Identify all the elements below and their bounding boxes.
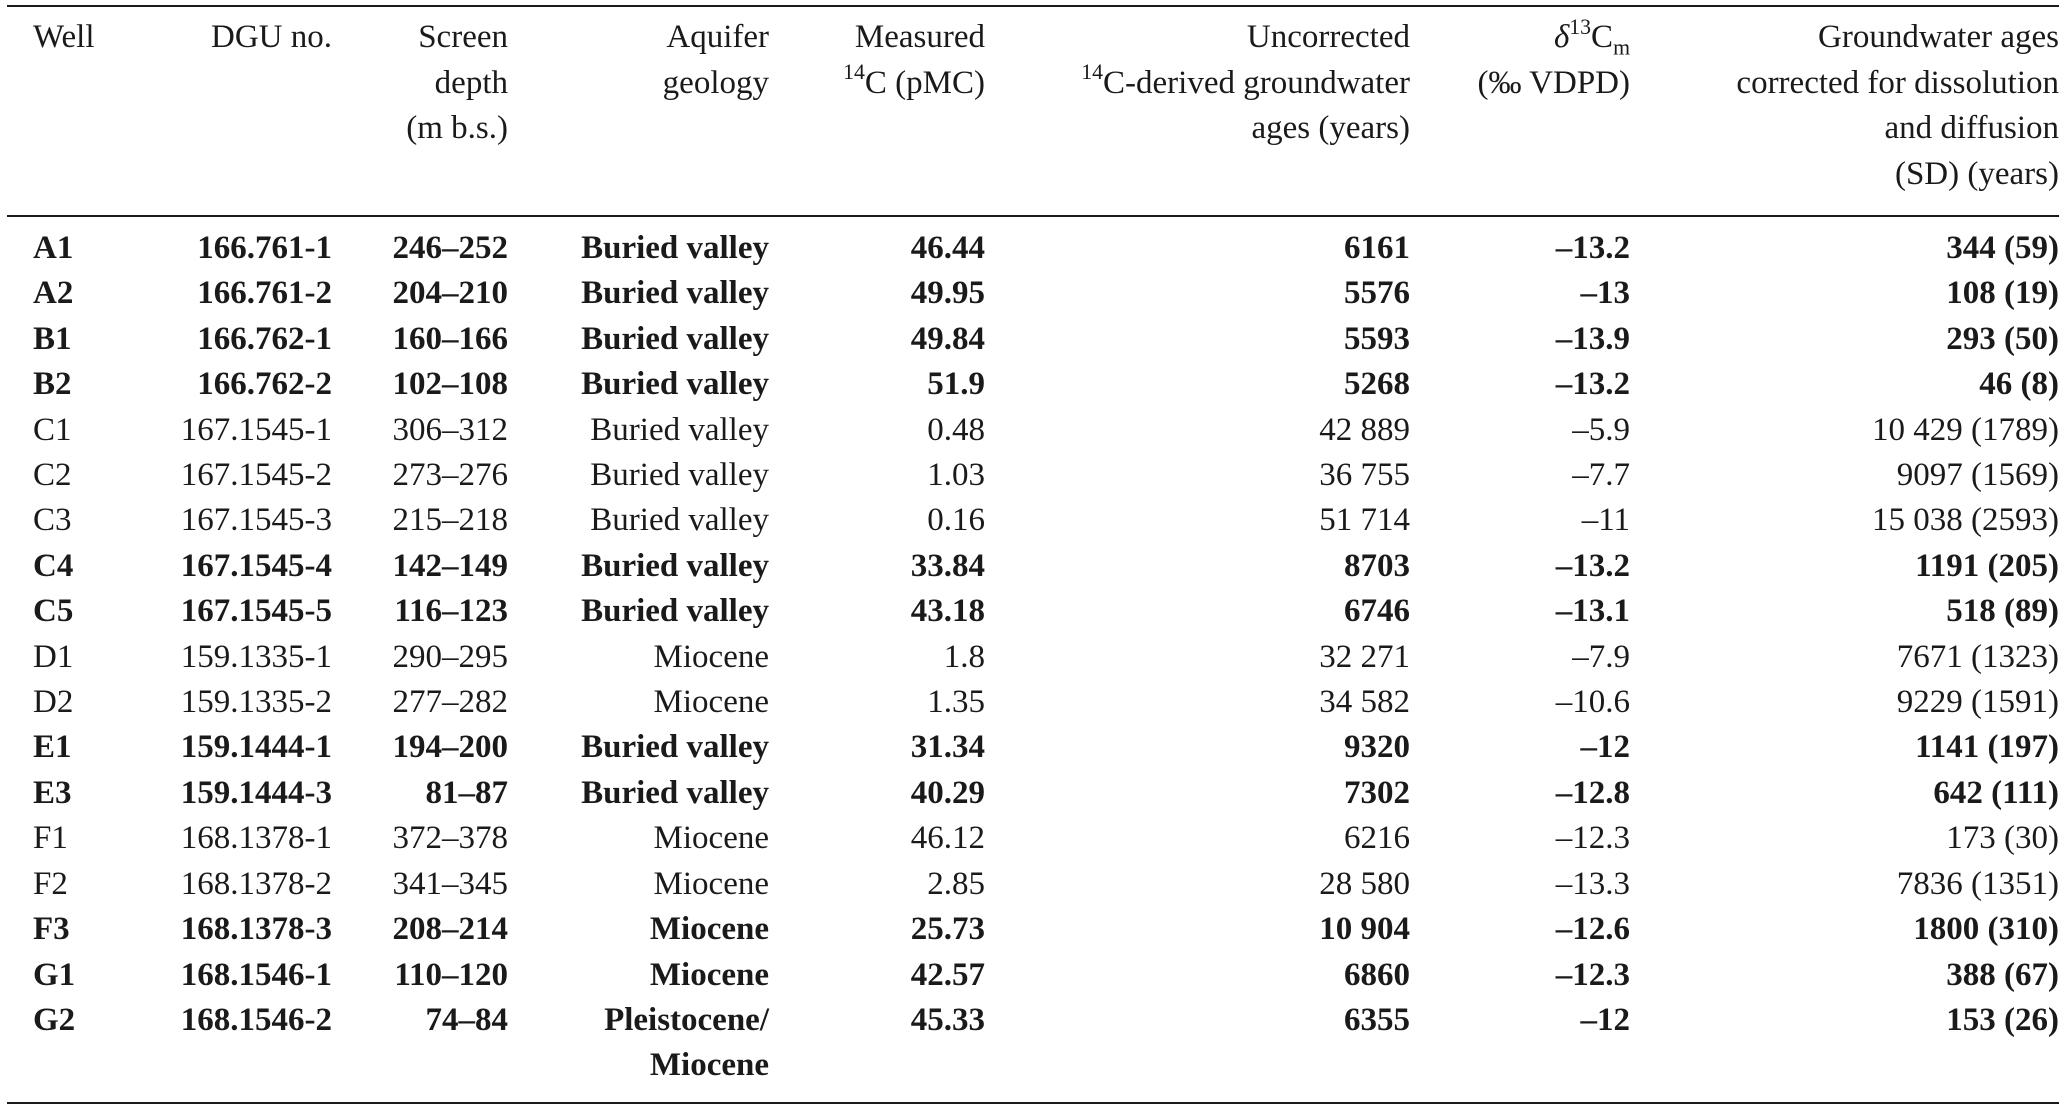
cell-screen-depth: 204–210: [392, 275, 508, 312]
cell-corrected-age: 9229 (1591): [1896, 684, 2059, 721]
cell-screen-depth: 246–252: [392, 230, 508, 266]
cell-well: C3: [33, 502, 72, 539]
table-row: [7, 544, 2059, 589]
cell-dgu-no: 167.1545-2: [180, 457, 332, 494]
cell-delta-13c: –13.1: [1555, 593, 1630, 630]
cell-aquifer-geology: Miocene: [649, 956, 769, 993]
cell-well: G2: [33, 1001, 76, 1038]
cell-aquifer-geology: Buried valley: [581, 729, 769, 766]
cell-delta-13c: –13: [1580, 275, 1630, 312]
cell-corrected-age: 46 (8): [1979, 366, 2059, 403]
cell-dgu-no: 166.762-2: [197, 366, 332, 403]
cell-dgu-no: 168.1378-2: [180, 865, 332, 902]
cell-corrected-age: 518 (89): [1946, 593, 2059, 630]
table-rows: [7, 226, 2059, 1089]
cell-delta-13c: –13.2: [1555, 547, 1630, 584]
cell-delta-13c: –12.6: [1555, 911, 1630, 948]
cell-uncorrected-age: 36 755: [1319, 457, 1410, 494]
table-row: [7, 725, 2059, 770]
table-row: [7, 680, 2059, 725]
table-header: [7, 7, 2059, 207]
cell-dgu-no: 168.1378-3: [180, 911, 332, 948]
cell-screen-depth: 160–166: [392, 320, 508, 357]
table-row: [7, 771, 2059, 816]
cell-well: F2: [33, 865, 68, 902]
cell-screen-depth: 277–282: [392, 684, 508, 721]
cell-well: B1: [33, 320, 72, 357]
cell-screen-depth: 81–87: [425, 774, 508, 811]
cell-measured-14c: 0.48: [927, 411, 985, 448]
header-delta-13c: $\delta^{13}C_m$ (‰ VDPD): [1477, 14, 1630, 101]
header-row: [7, 7, 2059, 207]
cell-screen-depth: 116–123: [394, 593, 508, 630]
cell-well: C5: [33, 593, 74, 630]
header-rule: [7, 215, 2059, 217]
table-row: [7, 953, 2059, 998]
cell-dgu-no: 159.1335-2: [180, 684, 332, 721]
cell-measured-14c: 42.57: [910, 956, 985, 993]
cell-screen-depth: 215–218: [392, 502, 508, 539]
cell-delta-13c: –11: [1581, 502, 1630, 539]
cell-dgu-no: 168.1546-1: [180, 956, 332, 993]
cell-aquifer-geology: Miocene: [649, 911, 769, 948]
cell-aquifer-geology: Miocene: [653, 638, 769, 675]
cell-delta-13c: –12.3: [1555, 956, 1630, 993]
cell-measured-14c: 49.84: [910, 320, 985, 357]
table-row: [7, 635, 2059, 680]
cell-measured-14c: 1.8: [943, 638, 985, 675]
cell-corrected-age: 173 (30): [1946, 820, 2059, 857]
header-corrected-ages: Groundwater ages corrected for dissolution and diffusion (SD) (years): [1736, 19, 2059, 192]
cell-well: A2: [33, 275, 74, 312]
cell-corrected-age: 1141 (197): [1915, 729, 2059, 766]
cell-aquifer-geology: Buried valley: [590, 502, 769, 539]
cell-uncorrected-age: 6355: [1344, 1001, 1410, 1038]
cell-measured-14c: 1.35: [927, 684, 985, 721]
cell-uncorrected-age: 6860: [1344, 956, 1410, 993]
cell-aquifer-geology: Miocene: [653, 865, 769, 902]
cell-measured-14c: 51.9: [927, 366, 985, 403]
cell-screen-depth: 194–200: [392, 729, 508, 766]
cell-screen-depth: 110–120: [394, 956, 508, 993]
bottom-rule: [7, 1102, 2059, 1104]
cell-uncorrected-age: 51 714: [1319, 502, 1410, 539]
cell-delta-13c: –7.7: [1572, 457, 1630, 494]
cell-corrected-age: 642 (111): [1933, 774, 2059, 811]
cell-measured-14c: 2.85: [927, 865, 985, 902]
cell-screen-depth: 306–312: [392, 411, 508, 448]
cell-delta-13c: –13.9: [1555, 320, 1630, 357]
cell-screen-depth: 208–214: [392, 911, 508, 948]
header-dgu-no: DGU no.: [211, 19, 332, 55]
cell-corrected-age: 1191 (205): [1915, 547, 2059, 584]
cell-delta-13c: –12.3: [1555, 820, 1630, 857]
table-row: [7, 816, 2059, 861]
cell-measured-14c: 1.03: [927, 457, 985, 494]
table-row: [7, 907, 2059, 952]
cell-delta-13c: –10.6: [1555, 684, 1630, 721]
cell-dgu-no: 166.762-1: [197, 320, 332, 357]
cell-screen-depth: 74–84: [425, 1001, 508, 1038]
cell-well: C1: [33, 411, 72, 448]
cell-uncorrected-age: 6746: [1344, 593, 1410, 630]
cell-aquifer-geology: Pleistocene/ Miocene: [604, 1001, 769, 1084]
cell-delta-13c: –13.2: [1555, 366, 1630, 403]
cell-aquifer-geology: Buried valley: [581, 593, 769, 630]
cell-dgu-no: 167.1545-1: [180, 411, 332, 448]
cell-screen-depth: 372–378: [392, 820, 508, 857]
cell-well: D1: [33, 638, 74, 675]
cell-measured-14c: 40.29: [910, 774, 985, 811]
cell-well: C2: [33, 457, 72, 494]
cell-screen-depth: 102–108: [392, 366, 508, 403]
cell-uncorrected-age: 32 271: [1319, 638, 1410, 675]
cell-well: B2: [33, 366, 72, 403]
cell-well: F3: [33, 911, 70, 948]
cell-uncorrected-age: 7302: [1344, 774, 1410, 811]
cell-corrected-age: 293 (50): [1946, 320, 2059, 357]
cell-uncorrected-age: 6216: [1344, 820, 1410, 857]
cell-uncorrected-age: 5593: [1344, 320, 1410, 357]
cell-dgu-no: 167.1545-4: [180, 547, 332, 584]
cell-corrected-age: 388 (67): [1946, 956, 2059, 993]
cell-uncorrected-age: 5576: [1344, 275, 1410, 312]
cell-corrected-age: 10 429 (1789): [1872, 411, 2059, 448]
cell-aquifer-geology: Buried valley: [590, 457, 769, 494]
cell-screen-depth: 273–276: [392, 457, 508, 494]
table-row: [7, 453, 2059, 498]
cell-uncorrected-age: 9320: [1344, 729, 1410, 766]
cell-measured-14c: 31.34: [910, 729, 985, 766]
cell-delta-13c: –13.3: [1555, 865, 1630, 902]
cell-aquifer-geology: Buried valley: [581, 774, 769, 811]
header-well: Well: [33, 19, 95, 55]
table-row: [7, 862, 2059, 907]
cell-corrected-age: 7836 (1351): [1896, 865, 2059, 902]
cell-measured-14c: 46.12: [910, 820, 985, 857]
cell-well: A1: [33, 230, 74, 266]
cell-well: E1: [33, 729, 72, 766]
cell-uncorrected-age: 6161: [1344, 230, 1410, 266]
cell-well: F1: [33, 820, 68, 857]
cell-delta-13c: –12: [1580, 1001, 1630, 1038]
cell-delta-13c: –12: [1580, 729, 1630, 766]
table-row: [7, 226, 2059, 271]
cell-aquifer-geology: Buried valley: [581, 320, 769, 357]
cell-uncorrected-age: 42 889: [1319, 411, 1410, 448]
cell-uncorrected-age: 34 582: [1319, 684, 1410, 721]
cell-well: E3: [33, 774, 72, 811]
table-row: [7, 408, 2059, 453]
cell-dgu-no: 167.1545-5: [180, 593, 332, 630]
table-row: [7, 998, 2059, 1089]
cell-aquifer-geology: Buried valley: [581, 547, 769, 584]
cell-delta-13c: –7.9: [1572, 638, 1630, 675]
header-measured-14c: Measured $^{14}$C (pMC): [843, 19, 985, 101]
cell-delta-13c: –13.2: [1555, 230, 1630, 266]
cell-corrected-age: 153 (26): [1946, 1001, 2059, 1038]
cell-uncorrected-age: 10 904: [1319, 911, 1410, 948]
cell-measured-14c: 33.84: [910, 547, 985, 584]
header-uncorrected-ages: Uncorrected $^{14}$C-derived groundwater ages (years): [1081, 19, 1410, 146]
cell-dgu-no: 168.1378-1: [180, 820, 332, 857]
header-aquifer-geology: Aquifer geology: [662, 19, 769, 101]
cell-measured-14c: 46.44: [910, 230, 985, 266]
cell-well: D2: [33, 684, 74, 721]
cell-aquifer-geology: Miocene: [653, 684, 769, 721]
cell-aquifer-geology: Buried valley: [581, 230, 769, 266]
cell-dgu-no: 168.1546-2: [180, 1001, 332, 1038]
cell-dgu-no: 166.761-2: [197, 275, 332, 312]
table-row: [7, 362, 2059, 407]
cell-uncorrected-age: 5268: [1344, 366, 1410, 403]
cell-measured-14c: 49.95: [910, 275, 985, 312]
cell-corrected-age: 1800 (310): [1913, 911, 2059, 948]
header-screen-depth: Screen depth (m b.s.): [406, 19, 508, 146]
cell-corrected-age: 7671 (1323): [1896, 638, 2059, 675]
table-row: [7, 317, 2059, 362]
cell-aquifer-geology: Miocene: [653, 820, 769, 857]
cell-dgu-no: 167.1545-3: [180, 502, 332, 539]
cell-dgu-no: 159.1444-3: [180, 774, 332, 811]
table-row: [7, 589, 2059, 634]
cell-screen-depth: 290–295: [392, 638, 508, 675]
cell-measured-14c: 25.73: [910, 911, 985, 948]
table-row: [7, 498, 2059, 543]
cell-delta-13c: –12.8: [1555, 774, 1630, 811]
cell-dgu-no: 166.761-1: [197, 230, 332, 266]
cell-corrected-age: 15 038 (2593): [1872, 502, 2059, 539]
table-row: [7, 271, 2059, 316]
cell-well: C4: [33, 547, 74, 584]
cell-dgu-no: 159.1444-1: [180, 729, 332, 766]
cell-aquifer-geology: Buried valley: [581, 275, 769, 312]
cell-delta-13c: –5.9: [1572, 411, 1630, 448]
cell-aquifer-geology: Buried valley: [581, 366, 769, 403]
cell-uncorrected-age: 8703: [1344, 547, 1410, 584]
cell-screen-depth: 341–345: [392, 865, 508, 902]
cell-measured-14c: 0.16: [927, 502, 985, 539]
cell-uncorrected-age: 28 580: [1319, 865, 1410, 902]
table-body: [7, 226, 2059, 1089]
cell-corrected-age: 108 (19): [1946, 275, 2059, 312]
cell-dgu-no: 159.1335-1: [180, 638, 332, 675]
cell-screen-depth: 142–149: [392, 547, 508, 584]
cell-aquifer-geology: Buried valley: [590, 411, 769, 448]
cell-corrected-age: 9097 (1569): [1896, 457, 2059, 494]
cell-corrected-age: 344 (59): [1946, 230, 2059, 266]
cell-well: G1: [33, 956, 76, 993]
cell-measured-14c: 43.18: [910, 593, 985, 630]
cell-measured-14c: 45.33: [910, 1001, 985, 1038]
